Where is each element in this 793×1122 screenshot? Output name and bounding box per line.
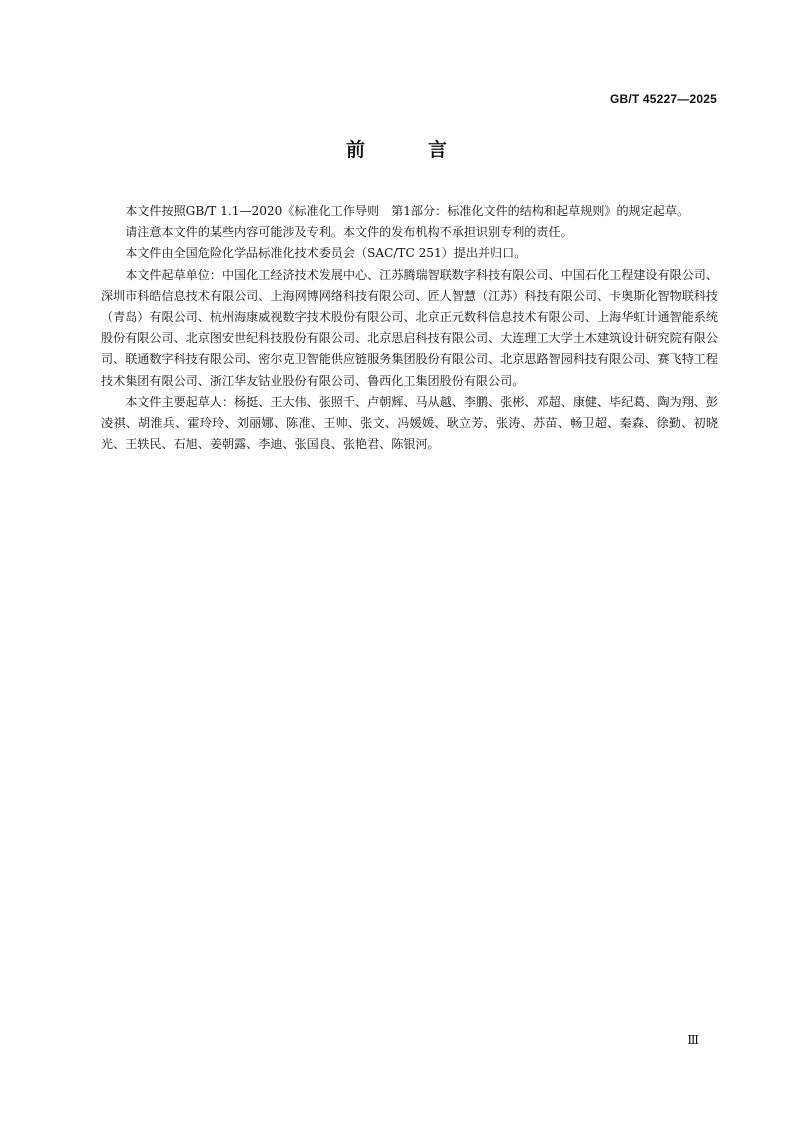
paragraph-drafters: 本文件主要起草人：杨挺、王大伟、张照千、卢朝辉、马从越、李鹏、张彬、邓超、康健、毕纪葛、陶为翔、彭凌祺、胡淮兵、霍玲玲、刘丽娜、陈准、王帅、张文、冯媛媛、耿立芳、张涛、苏苗、畅卫超、秦森、徐勤、初晓光、王轶民、石旭、姜朝露、李迪、张国良、张艳君、陈银河。 bbox=[101, 394, 718, 452]
paragraph-committee: 本文件由全国危险化学品标准化技术委员会（SAC/TC 251）提出并归口。 bbox=[125, 246, 527, 261]
foreword-body bbox=[101, 201, 718, 455]
page-number: Ⅲ bbox=[687, 1033, 699, 1047]
paragraph-drafting-organizations: 本文件起草单位：中国化工经济技术发展中心、江苏腾瑞智联数字科技有限公司、中国石化工程建设有限公司、深圳市科皓信息技术有限公司、上海网博网络科技有限公司、匠人智慧（江苏）科技有限公司、卡奥斯化智物联科技（青岛）有限公司、杭州海康威视数字技术股份有限公司、北京正元数科信息技术有限公司、上海华虹计通智能系统股份有限公司、北京图安世纪科技股份有限公司、北京思启科技有限公司、大连理工大学土木建筑设计研究院有限公司、联通数字科技有限公司、密尔克卫智能供应链服务集团股份有限公司、北京思路智园科技有限公司、赛飞特工程技术集团有限公司、浙江华友钴业股份有限公司、鲁西化工集团股份有限公司。 bbox=[101, 267, 718, 388]
page-title: 前 言 bbox=[345, 139, 469, 161]
standard-code: GB/T 45227—2025 bbox=[609, 92, 717, 106]
paragraph-drafting-rules: 本文件按照GB/T 1.1—2020《标准化工作导则 第1部分：标准化文件的结构和起草规则》的规定起草。 bbox=[125, 204, 690, 218]
paragraph-patent-notice: 请注意本文件的某些内容可能涉及专利。本文件的发布机构不承担识别专利的责任。 bbox=[125, 225, 573, 240]
